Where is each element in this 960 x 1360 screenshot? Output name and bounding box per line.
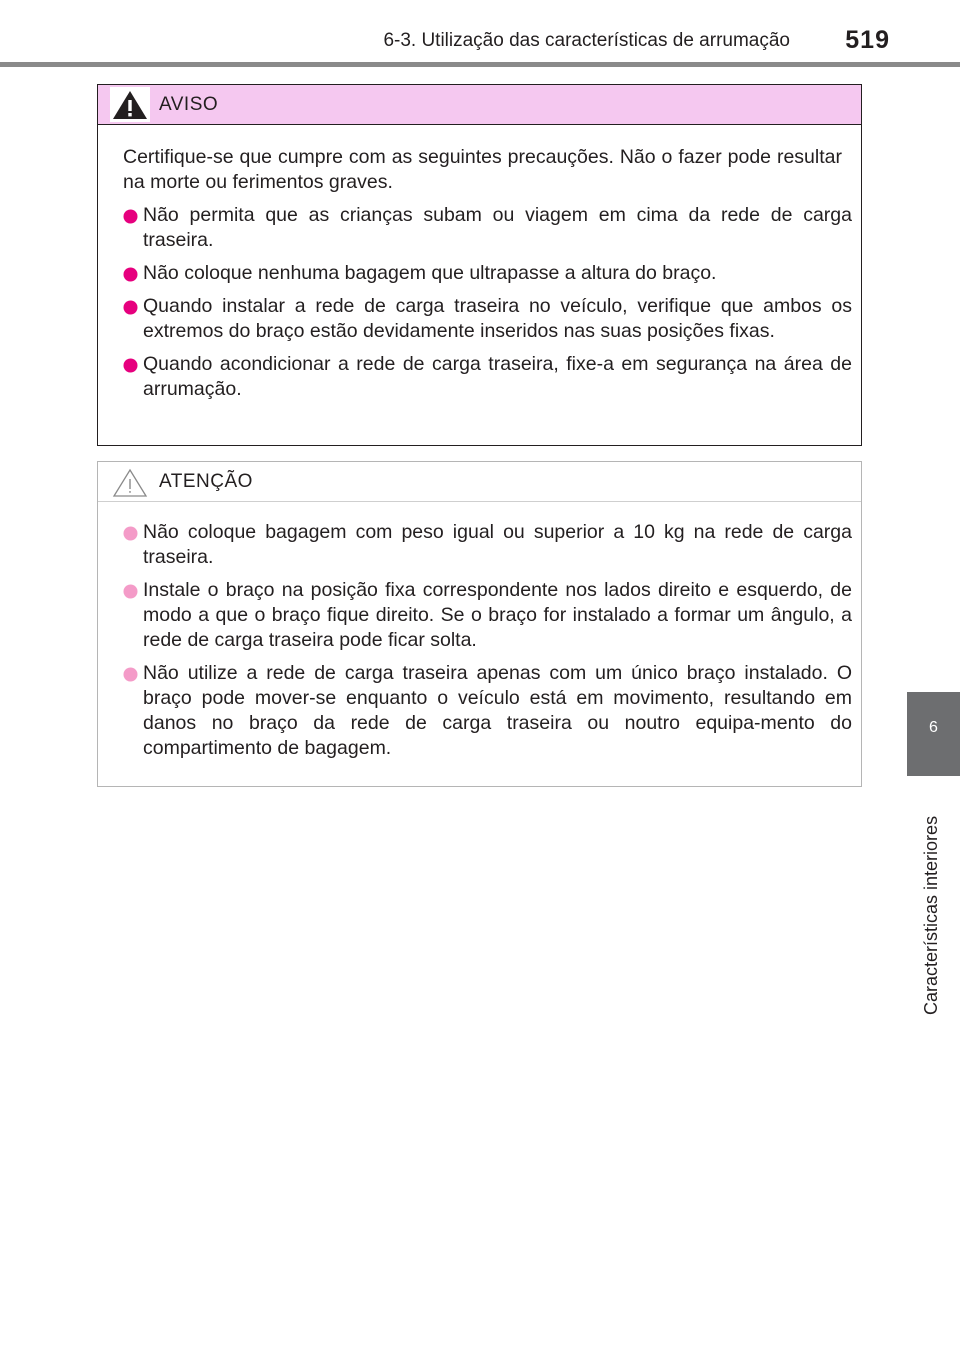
notice-item-text: Não utilize a rede de carga traseira apenas com um único braço instalado. O braço pode mover-se enquanto o veículo está em movimento, resultando em danos no braço da rede de carga traseira ou noutro equipa-mento do compartimento de bagagem. <box>143 662 852 759</box>
warning-item-text: Não permita que as crianças subam ou viagem em cima da rede de carga traseira. <box>143 204 852 251</box>
notice-box-header <box>98 462 861 502</box>
notice-item-text: Não coloque bagagem com peso igual ou superior a 10 kg na rede de carga traseira. <box>143 521 852 568</box>
bullet-icon <box>123 664 138 679</box>
list-item <box>123 203 852 253</box>
warning-label: AVISO <box>159 94 219 115</box>
bullet-icon <box>123 206 138 221</box>
notice-item-text: Instale o braço na posição fixa correspondente nos lados direito e esquerdo, de modo a que o braço fique direito. Se o braço for instalado a formar um ângulo, a rede de carga traseira pode ficar solta. <box>143 579 852 651</box>
page-number: 519 <box>845 26 890 54</box>
bullet-icon <box>123 297 138 312</box>
bullet-icon <box>123 581 138 596</box>
chapter-title: Características interiores <box>921 815 941 1015</box>
list-item <box>123 578 852 653</box>
notice-body <box>98 502 861 761</box>
bullet-icon <box>123 264 138 279</box>
warning-list <box>123 203 852 402</box>
list-item <box>123 261 852 286</box>
list-item <box>123 520 852 570</box>
list-item <box>123 294 852 344</box>
warning-item-text: Não coloque nenhuma bagagem que ultrapasse a altura do braço. <box>143 262 717 284</box>
warning-box <box>97 84 862 446</box>
warning-triangle-filled-icon <box>110 87 150 122</box>
warning-item-text: Quando instalar a rede de carga traseira no veículo, verifique que ambos os extremos do braço estão devidamente inseridos nas suas posições fixas. <box>143 295 852 342</box>
warning-intro: Certifique-se que cumpre com as seguintes precauções. Não o fazer pode resultar na morte ou ferimentos graves. <box>123 146 842 193</box>
page-header <box>0 0 960 67</box>
notice-label: ATENÇÃO <box>159 471 253 492</box>
list-item <box>123 352 852 402</box>
caution-triangle-outline-icon <box>110 465 150 499</box>
bullet-icon <box>123 523 138 538</box>
bullet-icon <box>123 355 138 370</box>
notice-list <box>123 520 852 761</box>
notice-box <box>97 461 862 787</box>
warning-body <box>98 125 861 402</box>
warning-item-text: Quando acondicionar a rede de carga traseira, fixe-a em segurança na área de arrumação. <box>143 353 852 400</box>
chapter-tab: 6 <box>907 692 960 776</box>
list-item <box>123 661 852 761</box>
section-title: 6-3. Utilização das características de arrumação <box>383 30 790 51</box>
warning-box-header <box>98 85 861 125</box>
